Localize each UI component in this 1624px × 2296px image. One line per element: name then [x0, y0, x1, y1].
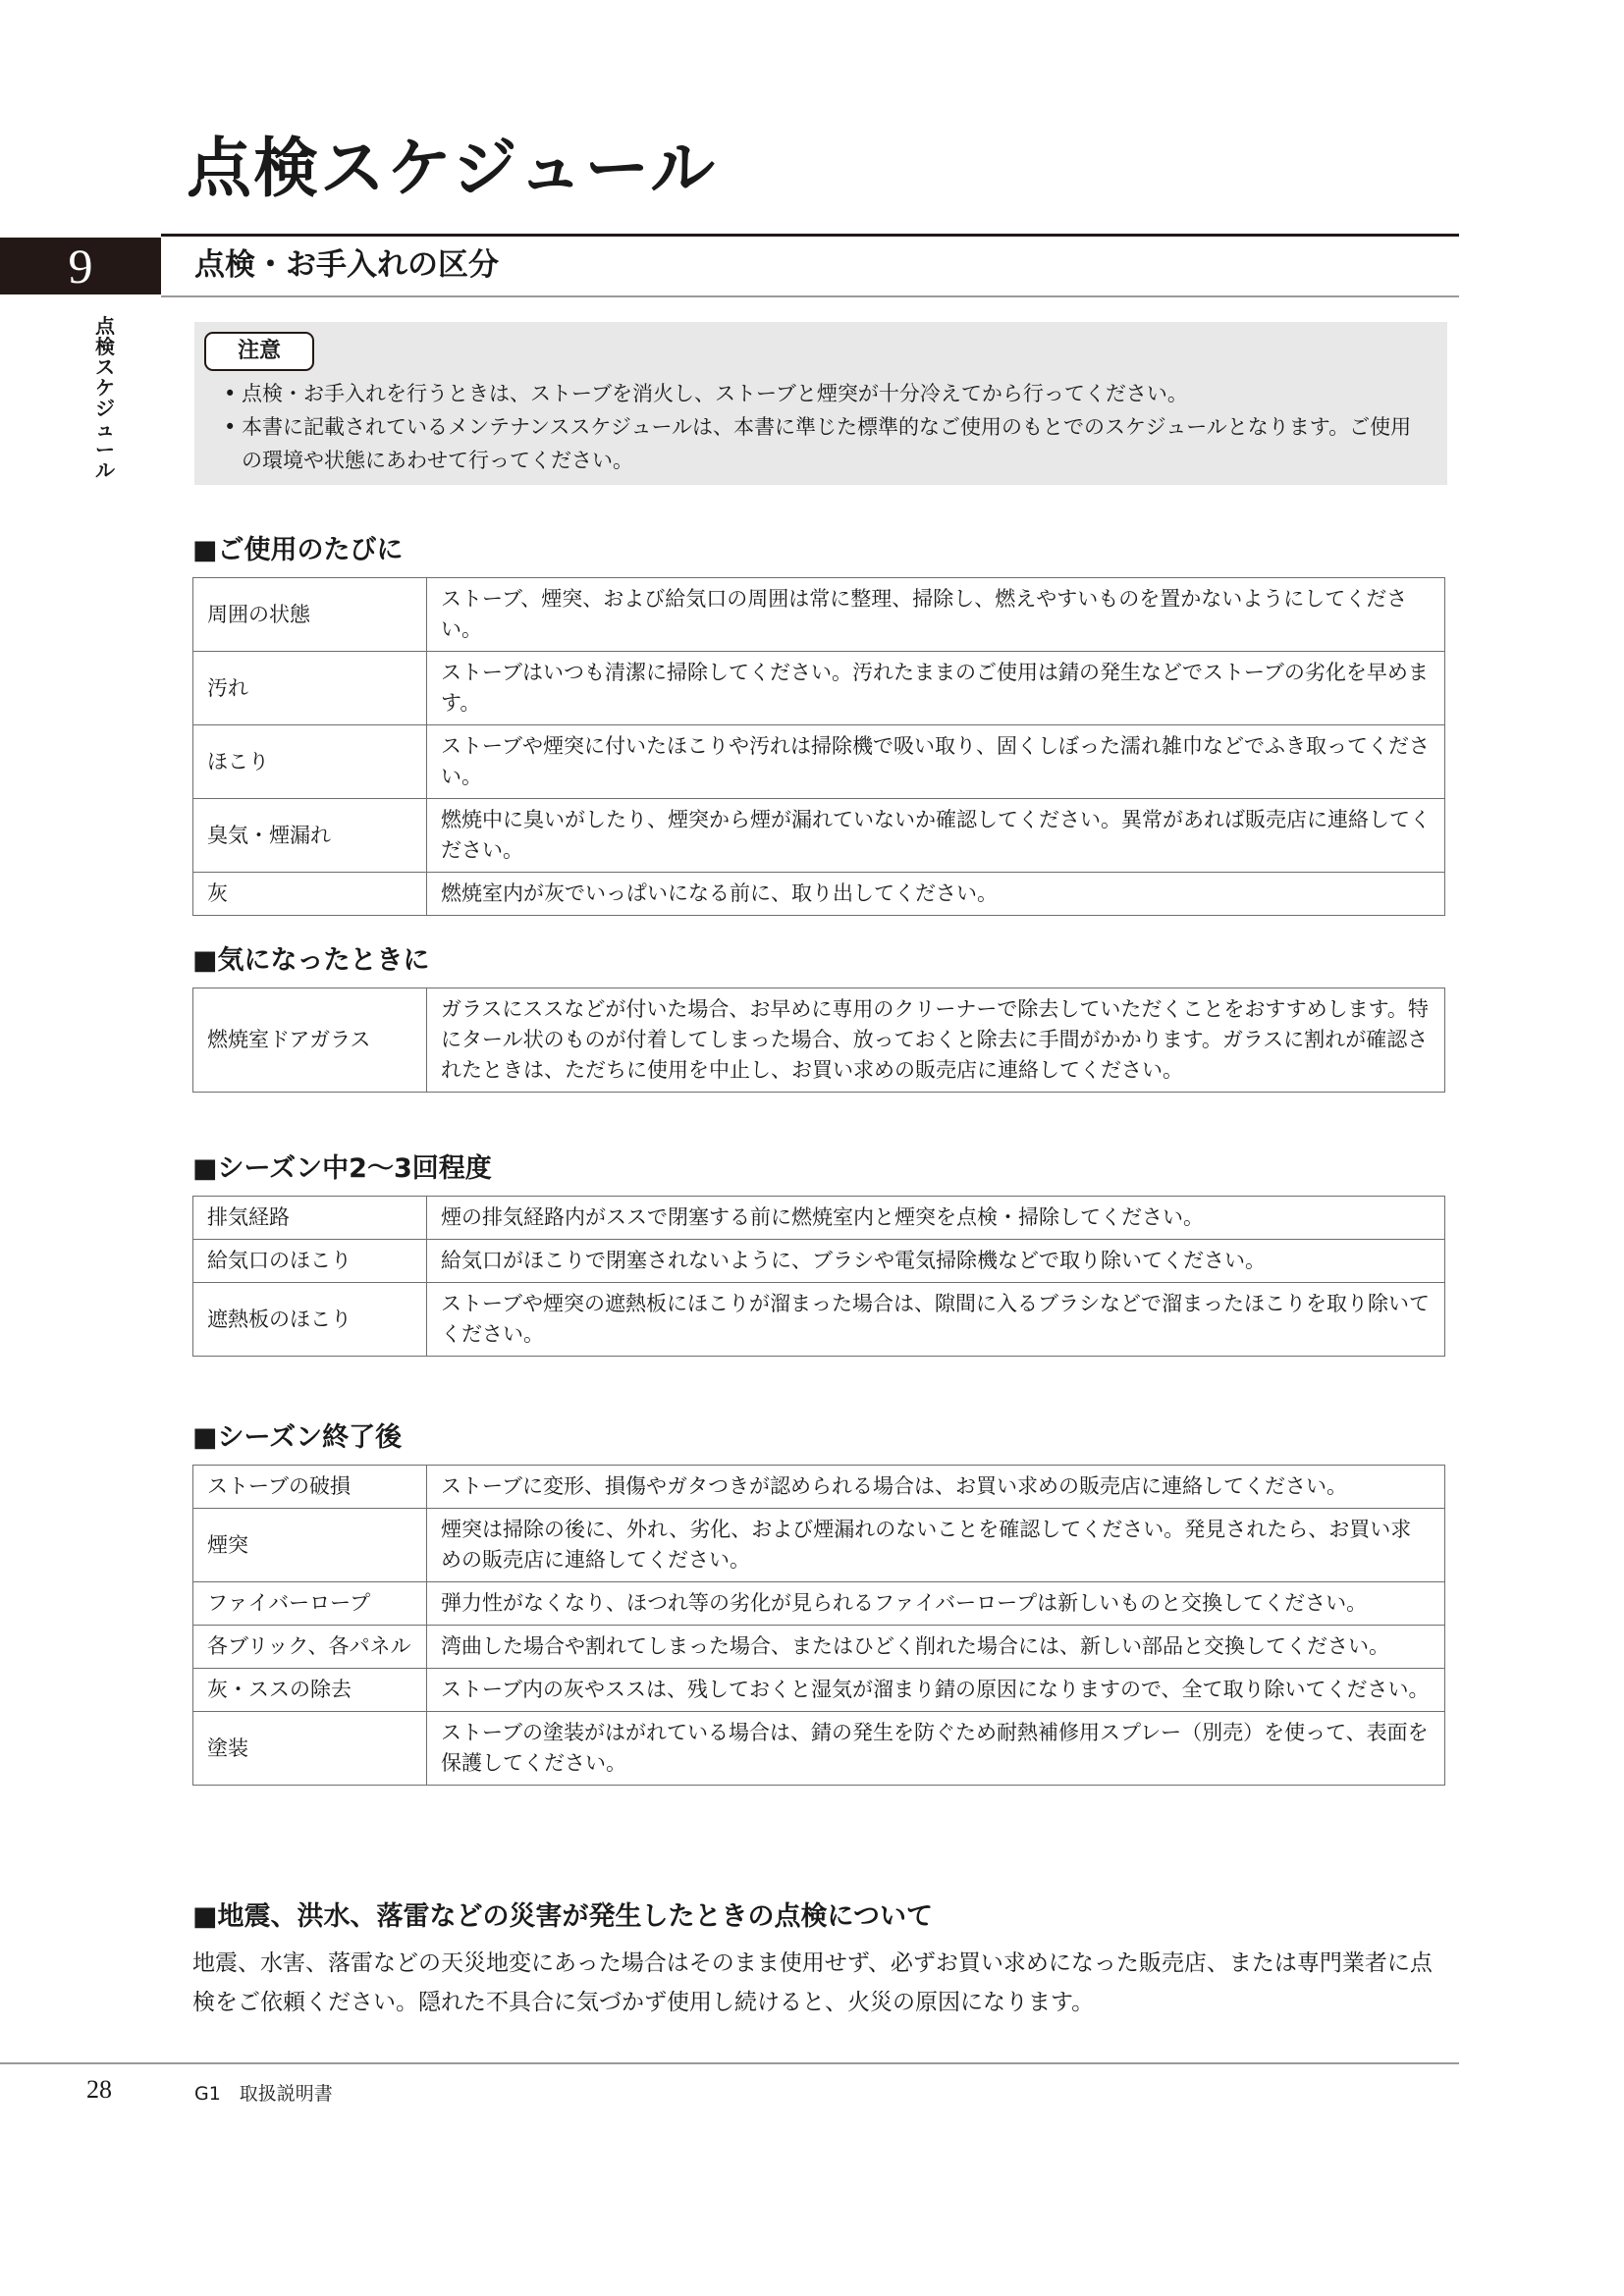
table-row [193, 1283, 1445, 1357]
item-cell: 塗装 [193, 1712, 427, 1786]
section-title: 点検・お手入れの区分 [194, 247, 499, 283]
notice-list [224, 377, 1422, 477]
item-cell: 遮熱板のほこり [193, 1283, 427, 1357]
table-row [193, 988, 1445, 1093]
desc-cell: ストーブはいつも清潔に掃除してください。汚れたままのご使用は錆の発生などでストーブの劣化を早めます。 [427, 652, 1445, 725]
table-row [193, 1240, 1445, 1283]
table-row [193, 578, 1445, 652]
desc-cell: ストーブ、煙突、および給気口の周囲は常に整理、掃除し、燃えやすいものを置かないようにしてください。 [427, 578, 1445, 652]
table-row [193, 1197, 1445, 1240]
table-row [193, 652, 1445, 725]
desc-cell: ガラスにススなどが付いた場合、お早めに専用のクリーナーで除去していただくことをおすすめします。特にタール状のものが付着してしまった場合、放っておくと除去に手間がかかります。ガラスに割れが確認されたときは、ただちに使用を中止し、お買い求めの販売店に連絡してください。 [427, 988, 1445, 1093]
desc-cell: 燃焼中に臭いがしたり、煙突から煙が漏れていないか確認してください。異常があれば販売店に連絡してください。 [427, 799, 1445, 873]
notice-item: • 本書に記載されているメンテナンススケジュールは、本書に準じた標準的なご使用のもとでのスケジュールとなります。ご使用の環境や状態にあわせて行ってください。 [224, 410, 1422, 477]
item-cell: 各ブリック、各パネル [193, 1626, 427, 1669]
document-name: G1 取扱説明書 [194, 2083, 333, 2105]
table-row [193, 1509, 1445, 1582]
footer-rule [0, 2062, 1459, 2064]
disaster-body: 地震、水害、落雷などの天災地変にあった場合はそのまま使用せず、必ずお買い求めになった販売店、または専門業者に点検をご依頼ください。隠れた不具合に気づかず使用し続けると、火災の原因になります。 [192, 1950, 1433, 2015]
section-when-noticed [192, 942, 1445, 1093]
section-mid-season [192, 1150, 1445, 1357]
item-cell: 灰・ススの除去 [193, 1669, 427, 1712]
page-title: 点検スケジュール [187, 130, 718, 206]
schedule-table [192, 1465, 1445, 1786]
desc-cell: 弾力性がなくなり、ほつれ等の劣化が見られるファイバーロープは新しいものと交換してください。 [427, 1582, 1445, 1626]
desc-cell: 湾曲した場合や割れてしまった場合、またはひどく削れた場合には、新しい部品と交換してください。 [427, 1626, 1445, 1669]
section-heading: ■ご使用のたびに [192, 535, 404, 565]
desc-cell: 燃焼室内が灰でいっぱいになる前に、取り出してください。 [427, 873, 1445, 916]
item-cell: 汚れ [193, 652, 427, 725]
item-cell: 排気経路 [193, 1197, 427, 1240]
item-cell: ストーブの破損 [193, 1466, 427, 1509]
item-cell: 臭気・煙漏れ [193, 799, 427, 873]
section-heading: ■シーズン中2〜3回程度 [192, 1153, 492, 1184]
table-row [193, 1582, 1445, 1626]
chapter-rule-bottom [161, 295, 1459, 297]
notice-item: • 点検・お手入れを行うときは、ストーブを消火し、ストーブと煙突が十分冷えてから行ってください。 [224, 377, 1422, 410]
desc-cell: ストーブや煙突に付いたほこりや汚れは掃除機で吸い取り、固くしぼった濡れ雑巾などでふき取ってください。 [427, 725, 1445, 799]
table-row [193, 1669, 1445, 1712]
item-cell: 煙突 [193, 1509, 427, 1582]
table-row [193, 1712, 1445, 1786]
section-heading: ■シーズン終了後 [192, 1422, 403, 1453]
table-row [193, 1466, 1445, 1509]
notice-label: 注意 [204, 332, 314, 371]
notice-box [194, 322, 1447, 485]
section-end-of-season [192, 1419, 1445, 1786]
desc-cell: ストーブの塗装がはがれている場合は、錆の発生を防ぐため耐熱補修用スプレー（別売）を使って、表面を保護してください。 [427, 1712, 1445, 1786]
item-cell: 燃焼室ドアガラス [193, 988, 427, 1093]
section-every-use [192, 532, 1445, 916]
section-disaster [192, 1898, 1445, 2022]
side-tab: 点検スケジュール [95, 314, 115, 482]
item-cell: 給気口のほこり [193, 1240, 427, 1283]
item-cell: 周囲の状態 [193, 578, 427, 652]
desc-cell: ストーブ内の灰やススは、残しておくと湿気が溜まり錆の原因になりますので、全て取り除いてください。 [427, 1669, 1445, 1712]
schedule-table [192, 988, 1445, 1093]
desc-cell: ストーブや煙突の遮熱板にほこりが溜まった場合は、隙間に入るブラシなどで溜まったほこりを取り除いてください。 [427, 1283, 1445, 1357]
table-row [193, 1626, 1445, 1669]
item-cell: 灰 [193, 873, 427, 916]
schedule-table [192, 1196, 1445, 1357]
item-cell: ほこり [193, 725, 427, 799]
section-heading: ■地震、洪水、落雷などの災害が発生したときの点検について [192, 1901, 933, 1932]
desc-cell: 煙の排気経路内がススで閉塞する前に燃焼室内と煙突を点検・掃除してください。 [427, 1197, 1445, 1240]
table-row [193, 799, 1445, 873]
desc-cell: ストーブに変形、損傷やガタつきが認められる場合は、お買い求めの販売店に連絡してください。 [427, 1466, 1445, 1509]
desc-cell: 煙突は掃除の後に、外れ、劣化、および煙漏れのないことを確認してください。発見されたら、お買い求めの販売店に連絡してください。 [427, 1509, 1445, 1582]
schedule-table [192, 577, 1445, 916]
desc-cell: 給気口がほこりで閉塞されないように、ブラシや電気掃除機などで取り除いてください。 [427, 1240, 1445, 1283]
chapter-number: 9 [0, 238, 161, 294]
chapter-rule-top [161, 234, 1459, 237]
section-heading: ■気になったときに [192, 945, 430, 976]
item-cell: ファイバーロープ [193, 1582, 427, 1626]
table-row [193, 725, 1445, 799]
table-row [193, 873, 1445, 916]
page-number: 28 [86, 2075, 112, 2104]
